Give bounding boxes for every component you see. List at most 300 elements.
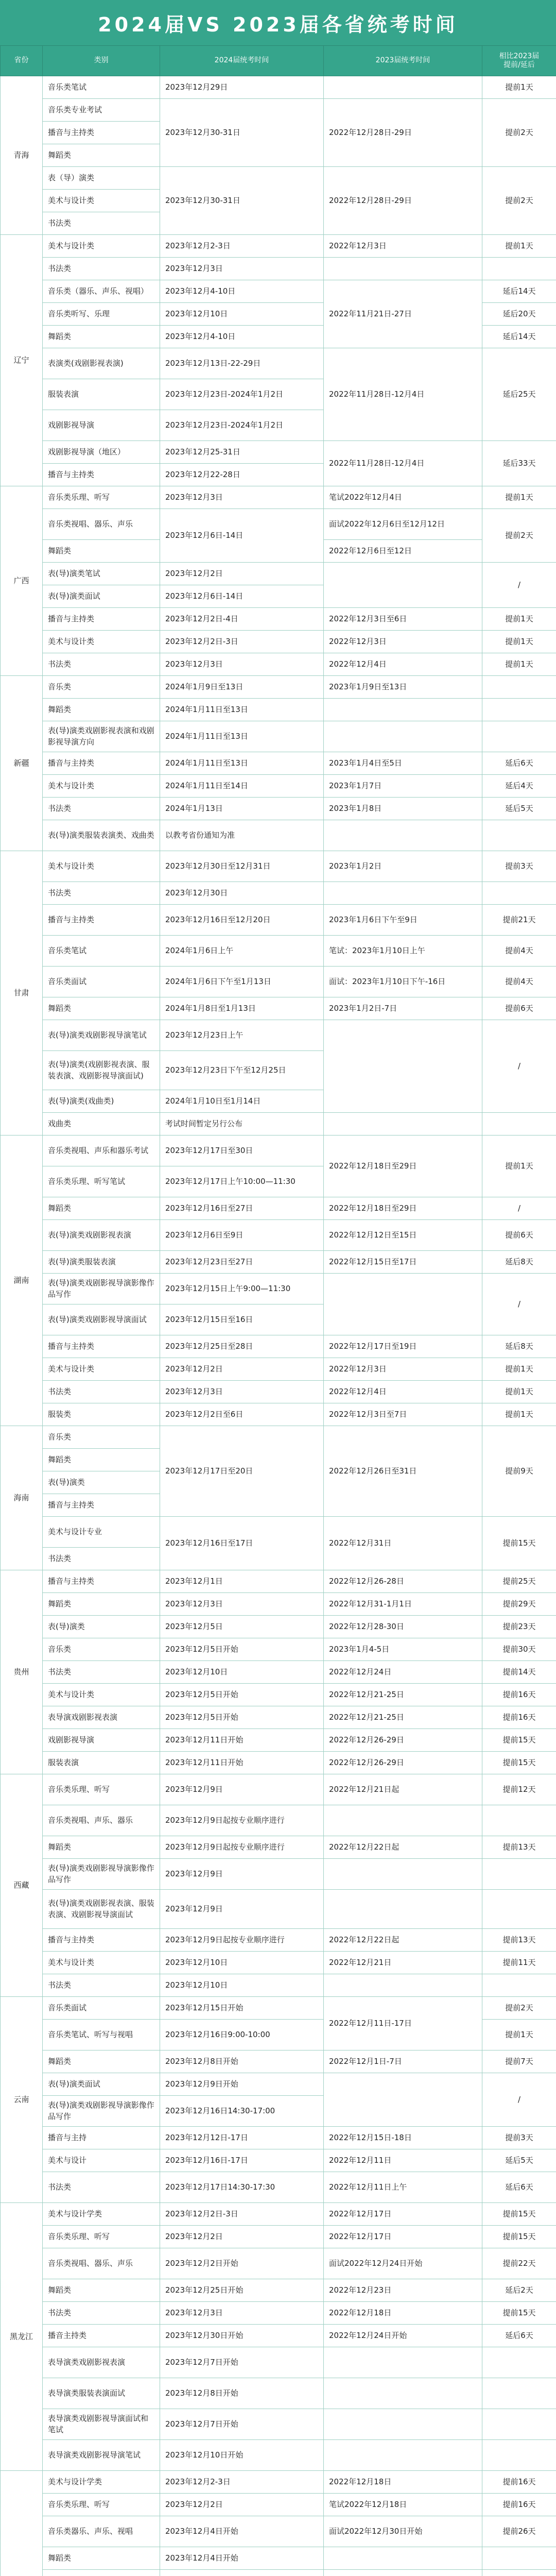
time-2023-cell: 2022年12月24日开始 [324,2325,482,2347]
difference-cell: 提前26天 [482,2516,556,2547]
difference-cell: 延后14天 [482,280,556,303]
difference-cell: 提前7天 [482,2050,556,2073]
table-row [1,1684,556,1706]
difference-cell: 提前6天 [482,1220,556,1251]
time-2024-cell: 2023年12月9日起按专业顺序进行 [160,1805,324,1836]
table-row [1,2570,556,2576]
difference-cell: 提前13天 [482,1929,556,1952]
difference-cell: 提前15天 [482,2226,556,2248]
time-2023-cell: 2022年12月28日-29日 [324,167,482,235]
difference-cell: 提前2天 [482,509,556,563]
category-cell: 美术与设计 [43,2149,160,2172]
table-row [1,1729,556,1752]
time-2024-cell: 2023年12月10日开始 [160,2440,324,2471]
category-cell: 音乐类听写、乐理 [43,303,160,326]
time-2024-cell: 2023年12月6日-14日 [160,585,324,608]
time-2024-cell: 2023年12月16日-17日 [160,2149,324,2172]
province-cell [1,2471,43,2576]
time-2023-cell: 面试：2023年1月10日下午-16日 [324,967,482,997]
category-cell: 美术与设计类 [43,1952,160,1974]
category-cell: 表(导)演类戏剧影视表演 [43,1220,160,1251]
table-row [1,2378,556,2409]
time-2023-cell: 2022年12月3日 [324,631,482,653]
time-2023-cell [324,2409,482,2440]
difference-cell [482,2409,556,2440]
table-row [1,1335,556,1358]
table-row [1,2149,556,2172]
time-2024-cell: 2023年12月8日开始 [160,2378,324,2409]
category-cell: 美术与设计学类 [43,2471,160,2494]
province-cell: 辽宁 [1,235,43,486]
category-cell: 表(导)演类(戏曲类) [43,1090,160,1113]
category-cell: 表导演类戏剧影视表演 [43,2347,160,2378]
category-cell: 音乐类 [43,1426,160,1449]
time-2024-cell: 2023年12月3日 [160,1381,324,1403]
difference-cell: 延后4天 [482,775,556,798]
difference-cell [482,2347,556,2378]
table-row [1,2226,556,2248]
time-2024-cell: 2023年12月9日起按专业顺序进行 [160,1929,324,1952]
time-2024-cell: 2023年12月11日开始 [160,1752,324,1774]
time-2024-cell: 2023年12月2日 [160,2494,324,2516]
time-2024-cell: 2023年12月23日下午至12月25日 [160,1051,324,1090]
difference-cell: 提前1天 [482,235,556,258]
difference-cell [482,820,556,851]
time-2024-cell: 2024年1月11日至14日 [160,775,324,798]
time-2024-cell: 2023年12月6日至9日 [160,1220,324,1251]
category-cell: 表(导)演类服装表演类、戏曲类 [43,820,160,851]
table-row [1,1197,556,1220]
time-2023-cell [324,699,482,721]
category-cell: 戏剧影视导演 [43,410,160,441]
time-2023-cell: 2023年1月2日-7日 [324,997,482,1020]
difference-cell: 延后5天 [482,2149,556,2172]
time-2023-cell [324,76,482,99]
difference-cell: 提前2天 [482,167,556,235]
province-cell: 湖南 [1,1136,43,1426]
category-cell: 舞蹈类 [43,1449,160,1471]
category-cell: 舞蹈类 [43,1593,160,1616]
difference-cell: 提前16天 [482,1684,556,1706]
difference-cell: 提前9天 [482,1426,556,1517]
category-cell: 服装表演 [43,1752,160,1774]
time-2023-cell: 2022年12月26-29日 [324,1729,482,1752]
difference-cell: 提前1天 [482,486,556,509]
category-cell: 音乐类乐理、听写 [43,2226,160,2248]
time-2023-cell [324,2570,482,2576]
difference-cell: 延后33天 [482,441,556,486]
time-2023-cell: 2022年12月3日 [324,235,482,258]
time-2024-cell: 2023年12月30-31日 [160,99,324,167]
time-2023-cell [324,2347,482,2378]
category-cell: 表(导)演类 [43,1471,160,1494]
time-2023-cell [324,1890,482,1929]
time-2023-cell [324,1113,482,1136]
difference-cell: 提前15天 [482,1729,556,1752]
category-cell: 表导演类戏剧影视导演笔试 [43,2440,160,2471]
difference-cell: 提前11天 [482,1952,556,1974]
time-2024-cell: 2023年12月16日至27日 [160,1197,324,1220]
category-cell: 美术与设计类 [43,631,160,653]
difference-cell: 提前3天 [482,2127,556,2149]
difference-cell [482,2570,556,2576]
category-cell: 播音与主持类 [43,464,160,486]
table-row [1,1661,556,1684]
time-2024-cell: 2023年12月17日至20日 [160,1426,324,1517]
table-row [1,608,556,631]
difference-cell: 提前1天 [482,653,556,676]
time-2023-cell: 2022年12月26-29日 [324,1752,482,1774]
table-row [1,99,556,122]
time-2024-cell: 2024年1月6日下午至1月13日 [160,967,324,997]
time-2024-cell: 2023年12月4日开始 [160,2516,324,2547]
table-row [1,752,556,775]
time-2023-cell [324,1020,482,1113]
difference-cell: 提前15天 [482,1517,556,1570]
category-cell: 表(导)演类戏剧影视导演影像作品写作 [43,1859,160,1890]
province-cell: 黑龙江 [1,2203,43,2471]
difference-cell: 提前1天 [482,1136,556,1197]
category-cell: 美术与设计专业 [43,1517,160,1548]
time-2023-cell: 2022年12月28-30日 [324,1616,482,1638]
time-2024-cell: 2023年12月4-10日 [160,326,324,348]
time-2024-cell: 2023年12月30日开始 [160,2325,324,2347]
difference-cell: / [482,1020,556,1113]
time-2024-cell: 2023年12月2日-3日 [160,2203,324,2226]
difference-cell: 提前6天 [482,997,556,1020]
exam-schedule-table [0,45,556,2576]
time-2023-cell [324,721,482,752]
difference-cell: 提前15天 [482,2302,556,2325]
difference-cell: 提前4天 [482,936,556,967]
difference-cell: 延后6天 [482,2172,556,2203]
time-2024-cell: 2024年1月13日 [160,798,324,820]
time-2024-cell: 2023年12月11日开始 [160,1729,324,1752]
time-2023-cell: 2022年12月31-1月1日 [324,1593,482,1616]
table-row [1,1593,556,1616]
table-row [1,1517,556,1548]
table-row [1,1381,556,1403]
table-row [1,882,556,905]
time-2023-cell [324,882,482,905]
category-cell: 书法类 [43,1381,160,1403]
time-2024-cell: 2023年12月10日 [160,303,324,326]
table-row [1,235,556,258]
category-cell: 音乐类 [43,676,160,699]
difference-cell: 延后25天 [482,348,556,441]
page-title: 2024届VS 2023届各省统考时间 [98,13,458,36]
table-row [1,1997,556,2020]
category-cell: 播音与主持类 [43,905,160,936]
time-2023-cell: 2022年12月18日至29日 [324,1197,482,1220]
table-row [1,676,556,699]
time-2023-cell: 2022年12月28日-29日 [324,99,482,167]
category-cell: 舞蹈类 [43,2547,160,2570]
category-cell: 舞蹈类 [43,1836,160,1859]
table-row [1,2547,556,2570]
category-cell: 音乐类视唱、器乐、声乐 [43,2248,160,2279]
table-row [1,441,556,464]
table-row [1,486,556,509]
table-row [1,1890,556,1929]
time-2024-cell: 2023年12月9日 [160,1774,324,1805]
table-row [1,997,556,1020]
table-row [1,1570,556,1593]
difference-cell: 提前16天 [482,2471,556,2494]
time-2024-cell: 2023年12月3日 [160,258,324,280]
category-cell: 音乐类笔试、听写与视唱 [43,2020,160,2050]
table-row [1,1113,556,1136]
time-2023-cell: 2022年12月31日 [324,1517,482,1570]
difference-cell: 提前21天 [482,905,556,936]
difference-cell [482,676,556,699]
time-2023-cell: 2022年12月1日-7日 [324,2050,482,2073]
time-2023-cell: 2022年12月4日 [324,1381,482,1403]
category-cell: 播音与主持 [43,2127,160,2149]
time-2023-cell: 2022年12月22日起 [324,1929,482,1952]
time-2024-cell: 2024年1月9日至13日 [160,676,324,699]
time-2023-cell: 2023年1月7日 [324,775,482,798]
time-2024-cell: 2023年12月2日-3日 [160,631,324,653]
category-cell: 表(导)演类戏剧影视导演影像作品写作 [43,2096,160,2127]
time-2024-cell: 2023年12月30日至12月31日 [160,851,324,882]
table-row [1,2471,556,2494]
time-2024-cell: 2023年12月13日-22-29日 [160,348,324,379]
table-row [1,1774,556,1805]
category-cell: 舞蹈类 [43,1197,160,1220]
category-cell: 表导演类服装表演面试 [43,2378,160,2409]
table-row [1,76,556,99]
category-cell: 舞蹈类 [43,2050,160,2073]
time-2024-cell: 2023年12月10日 [160,1661,324,1684]
category-cell: 音乐类面试 [43,1997,160,2020]
table-row [1,2494,556,2516]
category-cell: 表导演类戏剧影视导演面试和笔试 [43,2409,160,2440]
category-cell: 表(导)演类戏剧影视表演、服装表演、戏剧影视导演面试 [43,1890,160,1929]
table-row [1,721,556,752]
category-cell: 音乐类视唱、声乐和器乐考试 [43,1136,160,1166]
table-row [1,2409,556,2440]
difference-cell [482,1113,556,1136]
difference-cell: 提前1天 [482,76,556,99]
category-cell: 表(导)演类面试 [43,2073,160,2096]
category-cell: 舞蹈类 [43,2279,160,2302]
time-2024-cell: 以教考省份通知为准 [160,820,324,851]
time-2024-cell: 2023年12月25-31日 [160,441,324,464]
time-2023-cell [324,2547,482,2570]
time-2024-cell: 2023年12月6日-14日 [160,509,324,563]
category-cell: 舞蹈类 [43,540,160,563]
time-2023-cell: 2022年12月24日 [324,1661,482,1684]
difference-cell: 提前1天 [482,2020,556,2050]
province-cell: 广西 [1,486,43,676]
table-row [1,936,556,967]
time-2024-cell: 2023年12月2日至6日 [160,1403,324,1426]
time-2024-cell: 2023年12月2-3日 [160,2471,324,2494]
table-row [1,699,556,721]
category-cell: 书法类 [43,2172,160,2203]
time-2024-cell: 2023年12月2日 [160,1358,324,1381]
category-cell: 美术与设计类 [43,851,160,882]
header-difference: 相比2023届 提前/延后 [482,46,556,76]
table-row [1,2203,556,2226]
difference-cell: / [482,2073,556,2127]
time-2024-cell: 2024年1月8日至1月13日 [160,997,324,1020]
time-2024-cell: 2023年12月30日 [160,882,324,905]
table-row [1,1836,556,1859]
time-2024-cell: 2023年12月3日 [160,653,324,676]
category-cell: 舞蹈类 [43,326,160,348]
header-2024-time: 2024届统考时间 [160,46,324,76]
difference-cell: 提前1天 [482,1358,556,1381]
time-2023-cell: 2022年12月3日 [324,1358,482,1381]
time-2024-cell: 2023年12月1日 [160,1570,324,1593]
time-2023-cell [324,1274,482,1335]
category-cell: 舞蹈类 [43,997,160,1020]
category-cell: 音乐类视唱、器乐、声乐 [43,509,160,540]
time-2024-cell: 2023年12月29日 [160,76,324,99]
header-province: 省份 [1,46,43,76]
time-2023-cell: 2022年12月12日至15日 [324,1220,482,1251]
category-cell: 音乐类乐理、听写 [43,1774,160,1805]
table-row [1,1859,556,1890]
table-header-row [1,46,556,76]
time-2023-cell [324,820,482,851]
table-row [1,905,556,936]
difference-cell: 延后6天 [482,752,556,775]
category-cell: 表(导)演类戏剧影视导演笔试 [43,1020,160,1051]
table-row [1,820,556,851]
table-row [1,1706,556,1729]
table-row [1,967,556,997]
difference-cell [482,699,556,721]
table-row [1,2279,556,2302]
table-row [1,2073,556,2096]
category-cell: 播音主持类 [43,2325,160,2347]
category-cell: 播音与主持类 [43,752,160,775]
table-row [1,1638,556,1661]
category-cell: 书法类 [43,653,160,676]
time-2023-cell: 2022年12月22日起 [324,1836,482,1859]
category-cell: 服装类 [43,1403,160,1426]
table-row [1,1929,556,1952]
table-row [1,563,556,585]
table-row [1,851,556,882]
title-bar [0,0,556,45]
category-cell: 美术与设计类 [43,235,160,258]
time-2023-cell: 2022年12月18日至29日 [324,1136,482,1197]
difference-cell [482,1890,556,1929]
difference-cell: 提前14天 [482,1661,556,1684]
time-2023-cell: 2022年12月6日至12日 [324,540,482,563]
difference-cell: 提前4天 [482,967,556,997]
table-row [1,258,556,280]
difference-cell: 提前2天 [482,99,556,167]
time-2024-cell: 2023年12月25日开始 [160,2279,324,2302]
time-2023-cell: 2022年12月17日 [324,2203,482,2226]
time-2024-cell: 2024年1月11日至13日 [160,699,324,721]
time-2023-cell [324,2073,482,2127]
difference-cell: 提前16天 [482,2494,556,2516]
difference-cell [482,258,556,280]
time-2024-cell: 2023年12月5日开始 [160,1684,324,1706]
time-2024-cell: 2023年12月17日上午10:00—11:30 [160,1166,324,1197]
table-row [1,1358,556,1381]
category-cell: 舞蹈类 [43,144,160,167]
time-2024-cell: 2023年12月2日 [160,563,324,585]
difference-cell: 延后8天 [482,1335,556,1358]
difference-cell: 提前15天 [482,2203,556,2226]
time-2024-cell: 2023年12月12日-17日 [160,2127,324,2149]
time-2024-cell [160,2570,324,2576]
time-2023-cell [324,563,482,608]
category-cell: 戏曲类 [43,1113,160,1136]
category-cell: 播音与主持类 [43,1494,160,1517]
table-body [1,76,556,2576]
table-row [1,2248,556,2279]
time-2024-cell: 2023年12月16日14:30-17:00 [160,2096,324,2127]
time-2023-cell: 2022年11月28日-12月4日 [324,441,482,486]
time-2024-cell: 2023年12月5日 [160,1616,324,1638]
time-2024-cell: 2023年12月23日至27日 [160,1251,324,1274]
difference-cell [482,882,556,905]
time-2024-cell: 2023年12月22-28日 [160,464,324,486]
category-cell: 表(导)演类戏剧影视表演和戏剧影视导演方向 [43,721,160,752]
time-2024-cell: 2023年12月2-3日 [160,235,324,258]
category-cell: 播音与主持类 [43,1335,160,1358]
category-cell: 书法类 [43,1548,160,1570]
time-2024-cell: 2023年12月3日 [160,2302,324,2325]
category-cell: 书法类 [43,1974,160,1997]
time-2023-cell: 2022年12月3日至7日 [324,1403,482,1426]
category-cell: 音乐类（器乐、声乐、视唱） [43,280,160,303]
province-cell: 青海 [1,76,43,235]
time-2023-cell: 2022年12月26-28日 [324,1570,482,1593]
province-cell: 西藏 [1,1774,43,1997]
time-2024-cell: 2024年1月11日至13日 [160,721,324,752]
table-row [1,2172,556,2203]
table-row [1,1274,556,1304]
category-cell: 播音与主持类 [43,608,160,631]
time-2024-cell: 2023年12月17日14:30-17:30 [160,2172,324,2203]
difference-cell: 提前1天 [482,608,556,631]
time-2024-cell: 2023年12月9日起按专业顺序进行 [160,1836,324,1859]
category-cell: 书法类 [43,212,160,235]
category-cell: 表(导)演类(戏剧影视表演、服装表演、戏剧影视导演面试) [43,1051,160,1090]
time-2024-cell: 2023年12月7日开始 [160,2347,324,2378]
time-2023-cell: 2022年11月28日-12月4日 [324,348,482,441]
time-2023-cell: 2022年12月11日上午 [324,2172,482,2203]
category-cell: 表(导)演类服装表演 [43,1251,160,1274]
difference-cell: 提前15天 [482,1752,556,1774]
category-cell: 播音与主持类 [43,1929,160,1952]
table-row [1,653,556,676]
time-2024-cell: 2023年12月2日-4日 [160,608,324,631]
category-cell: 表（导）演类 [43,167,160,190]
table-row [1,2516,556,2547]
difference-cell: 提前3天 [482,851,556,882]
time-2023-cell: 2022年12月26日至31日 [324,1426,482,1517]
difference-cell: 提前30天 [482,1638,556,1661]
category-cell: 舞蹈类 [43,699,160,721]
category-cell: 音乐类专业考试 [43,99,160,122]
table-row [1,1752,556,1774]
table-row [1,1251,556,1274]
time-2024-cell: 2023年12月10日 [160,1974,324,1997]
difference-cell: 提前22天 [482,2248,556,2279]
category-cell: 表(导)演类面试 [43,585,160,608]
time-2024-cell: 2023年12月5日开始 [160,1638,324,1661]
